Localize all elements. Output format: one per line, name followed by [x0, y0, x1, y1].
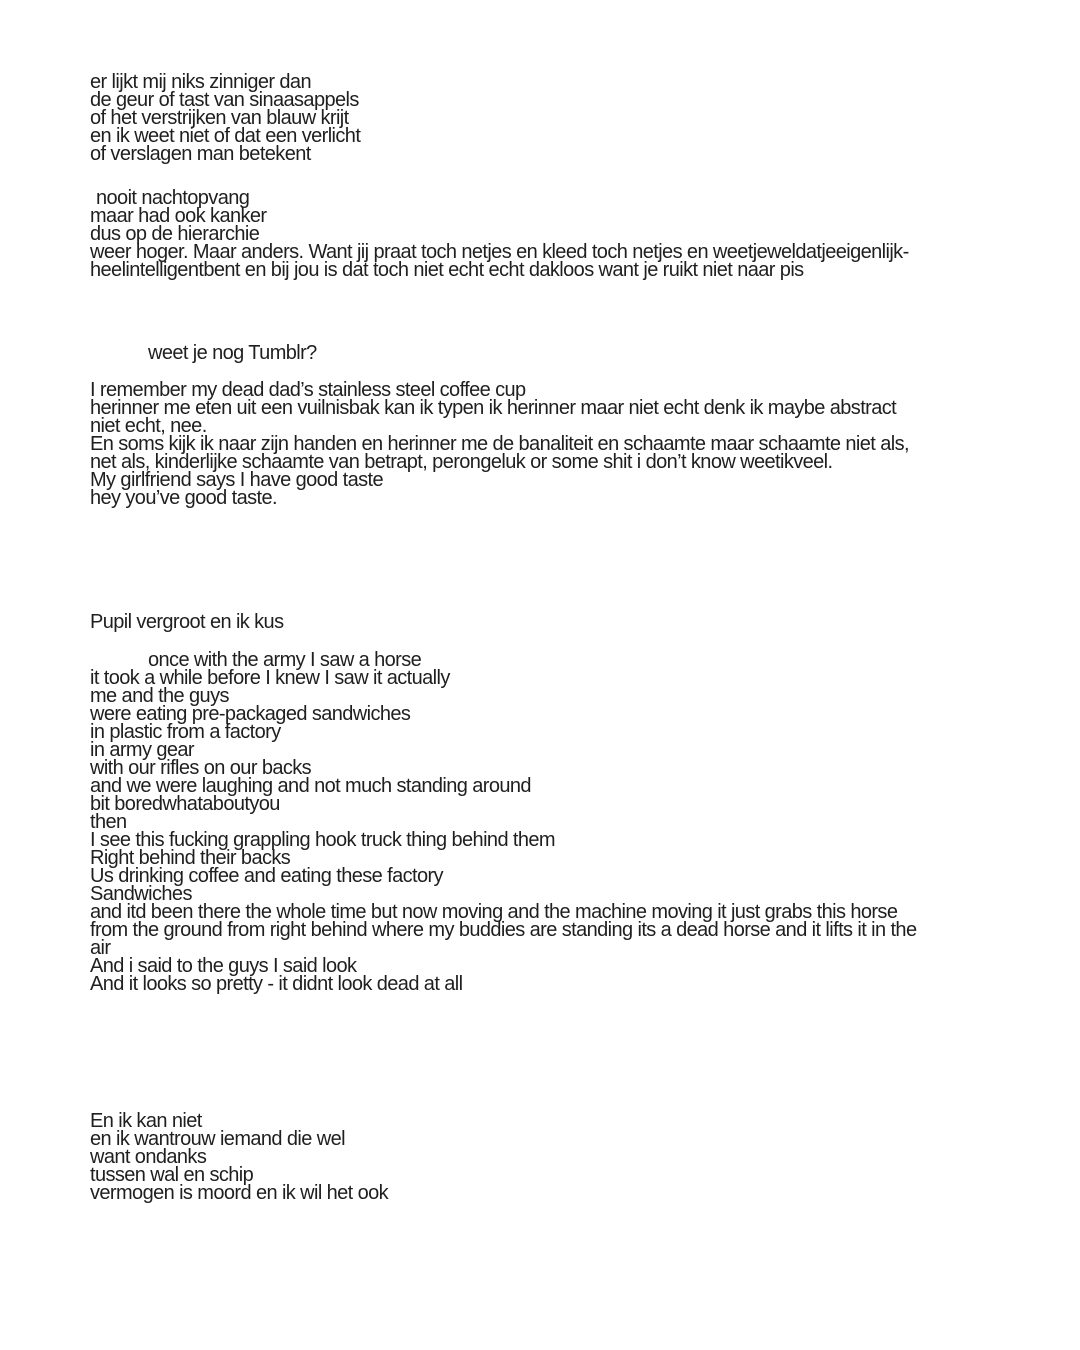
stanza-nachtopvang — [90, 189, 990, 279]
poem-line: maar had ook kanker — [90, 205, 267, 227]
poem-line: were eating pre-packaged sandwiches — [90, 703, 411, 725]
poem-line: in army gear — [90, 739, 194, 761]
poem-line: weet je nog Tumblr? — [148, 342, 317, 364]
poem-line: er lijkt mij niks zinniger dan — [90, 71, 311, 93]
poem-line: and we were laughing and not much standing around — [90, 775, 531, 797]
poem-line: once with the army I saw a horse — [148, 649, 422, 671]
poem-line: hey you’ve good taste. — [90, 487, 277, 509]
poem-line: en ik wantrouw iemand die wel — [90, 1128, 345, 1150]
stanza-coffee-cup — [90, 381, 990, 507]
stanza-horse — [90, 651, 990, 993]
poem-line: from the ground from right behind where my buddies are standing its a dead horse and it lifts it in the — [90, 919, 917, 941]
poem-line: I see this fucking grappling hook truck thing behind them — [90, 829, 555, 851]
poem-line: dus op de hierarchie — [90, 223, 260, 245]
stanza-oranges — [90, 73, 990, 163]
poem-line: Pupil vergroot en ik kus — [90, 611, 284, 633]
stanza-pupil — [90, 613, 990, 631]
poem-line: En soms kijk ik naar zijn handen en herinner me de banaliteit en schaamte maar schaamte niet als, — [90, 433, 909, 455]
poem-line: niet echt, nee. — [90, 415, 207, 437]
stanza-tumblr — [90, 344, 990, 362]
poem-line: it took a while before I knew I saw it actually — [90, 667, 450, 689]
poem-line: Sandwiches — [90, 883, 192, 905]
poem-line: with our rifles on our backs — [90, 757, 312, 779]
poem-line: herinner me eten uit een vuilnisbak kan ik typen ik herinner maar niet echt denk ik maybe abstract — [90, 397, 897, 419]
poem-line: in plastic from a factory — [90, 721, 281, 743]
poem-line: nooit nachtopvang — [96, 187, 250, 209]
poem-line: me and the guys — [90, 685, 229, 707]
poem-line: And i said to the guys I said look — [90, 955, 357, 977]
poem-line: and itd been there the whole time but now moving and the machine moving it just grabs this horse — [90, 901, 898, 923]
poem-line: tussen wal en schip — [90, 1164, 254, 1186]
poem-line: of verslagen man betekent — [90, 143, 311, 165]
poem-line: then — [90, 811, 127, 833]
poem-line: And it looks so pretty - it didnt look dead at all — [90, 973, 463, 995]
poem-line: bit boredwhataboutyou — [90, 793, 280, 815]
poem-line: de geur of tast van sinaasappels — [90, 89, 359, 111]
poem-line: en ik weet niet of dat een verlicht — [90, 125, 361, 147]
poem-line: En ik kan niet — [90, 1110, 202, 1132]
poem-line: weer hoger. Maar anders. Want jij praat toch netjes en kleed toch netjes en weetjeweldatjeeigenlijk- — [90, 241, 909, 263]
poem-line: net als, kinderlijke schaamte van betrapt, perongeluk or some shit i don’t know weetikveel. — [90, 451, 833, 473]
poem-line: Us drinking coffee and eating these factory — [90, 865, 443, 887]
poem-line: Right behind their backs — [90, 847, 291, 869]
poem-line: vermogen is moord en ik wil het ook — [90, 1182, 389, 1204]
poem-line: I remember my dead dad’s stainless steel coffee cup — [90, 379, 526, 401]
poem-line: heelintelligentbent en bij jou is dat toch niet echt echt dakloos want je ruikt niet naar pis — [90, 259, 804, 281]
poem-line: air — [90, 937, 111, 959]
poem-line: want ondanks — [90, 1146, 207, 1168]
poem-line: of het verstrijken van blauw krijt — [90, 107, 349, 129]
poem-line: My girlfriend says I have good taste — [90, 469, 383, 491]
stanza-wal-en-schip — [90, 1112, 990, 1202]
